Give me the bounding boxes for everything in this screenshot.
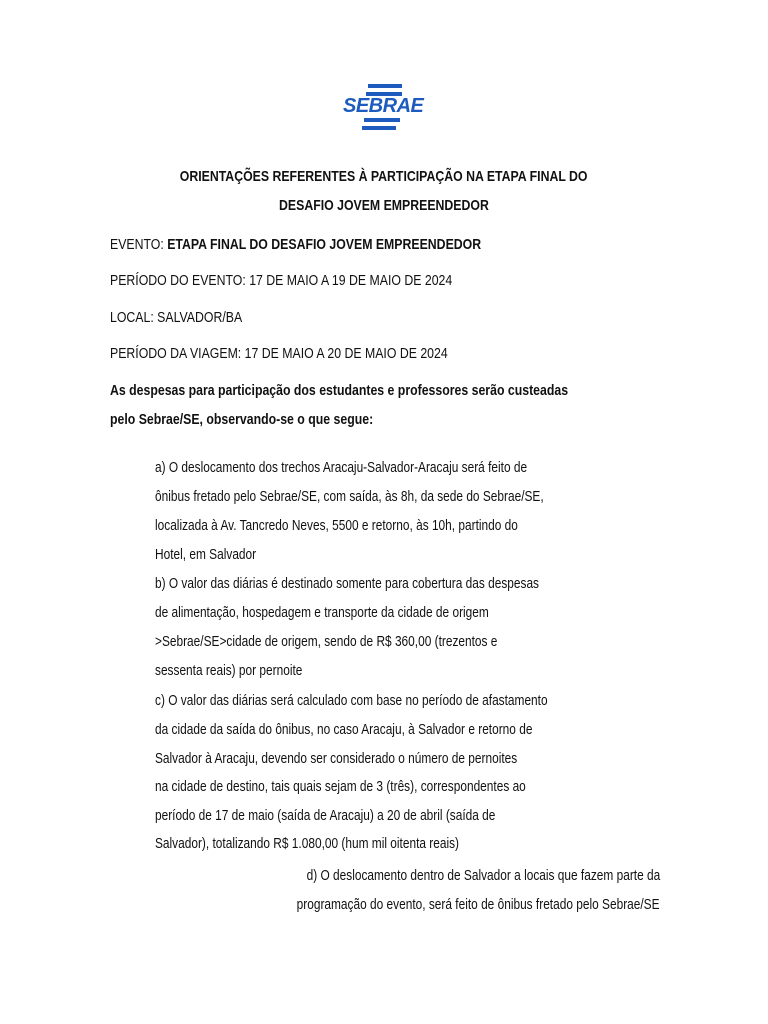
evento-label: EVENTO:: [110, 236, 164, 253]
item-d-line-2: programação do evento, será feito de ônibus fretado pelo Sebrae/SE: [297, 897, 660, 913]
item-c-line-1: c) O valor das diárias será calculado com base no período de afastamento: [155, 693, 548, 709]
item-c-line-3: Salvador à Aracaju, devendo ser considerado o número de pernoites: [155, 751, 518, 767]
item-a-line-3: localizada à Av. Tancredo Neves, 5500 e retorno, às 10h, partindo do: [155, 518, 518, 534]
document-title-line-2: DESAFIO JOVEM EMPREENDEDOR: [279, 197, 489, 214]
document-title-line-1: ORIENTAÇÕES REFERENTES À PARTICIPAÇÃO NA ETAPA FINAL DO: [180, 168, 588, 185]
item-b-line-2: de alimentação, hospedagem e transporte da cidade de origem: [155, 605, 489, 621]
periodo-evento-line: PERÍODO DO EVENTO: 17 DE MAIO A 19 DE MAIO DE 2024: [110, 272, 453, 289]
item-b-line-4: sessenta reais) por pernoite: [155, 663, 303, 679]
item-a-line-4: Hotel, em Salvador: [155, 547, 257, 563]
item-c-line-4: na cidade de destino, tais quais sejam de 3 (três), correspondentes ao: [155, 779, 526, 795]
item-c-line-6: Salvador), totalizando R$ 1.080,00 (hum mil oitenta reais): [155, 836, 460, 852]
item-c-line-2: da cidade da saída do ônibus, no caso Aracaju, à Salvador e retorno de: [155, 722, 533, 738]
evento-line: [110, 235, 563, 255]
intro-line-2: pelo Sebrae/SE, observando-se o que segue:: [110, 411, 374, 428]
evento-value: ETAPA FINAL DO DESAFIO JOVEM EMPREENDEDOR: [167, 236, 482, 253]
item-b-line-3: >Sebrae/SE>cidade de origem, sendo de R$ 360,00 (trezentos e: [155, 634, 498, 650]
intro-line-1: As despesas para participação dos estudantes e professores serão custeadas: [110, 382, 569, 399]
local-line: LOCAL: SALVADOR/BA: [110, 309, 243, 326]
item-d-line-1: d) O deslocamento dentro de Salvador a locais que fazem parte da: [306, 868, 660, 884]
sebrae-logo: [336, 84, 432, 132]
item-c-line-5: período de 17 de maio (saída de Aracaju) a 20 de abril (saída de: [155, 808, 496, 824]
item-b-line-1: b) O valor das diárias é destinado somente para cobertura das despesas: [155, 576, 540, 592]
logo-text: SEBRAE: [343, 95, 424, 117]
item-a-line-2: ônibus fretado pelo Sebrae/SE, com saída, às 8h, da sede do Sebrae/SE,: [155, 489, 544, 505]
periodo-viagem-line: PERÍODO DA VIAGEM: 17 DE MAIO A 20 DE MAIO DE 2024: [110, 345, 448, 362]
item-a-line-1: a) O deslocamento dos trechos Aracaju-Salvador-Aracaju será feito de: [155, 460, 528, 476]
